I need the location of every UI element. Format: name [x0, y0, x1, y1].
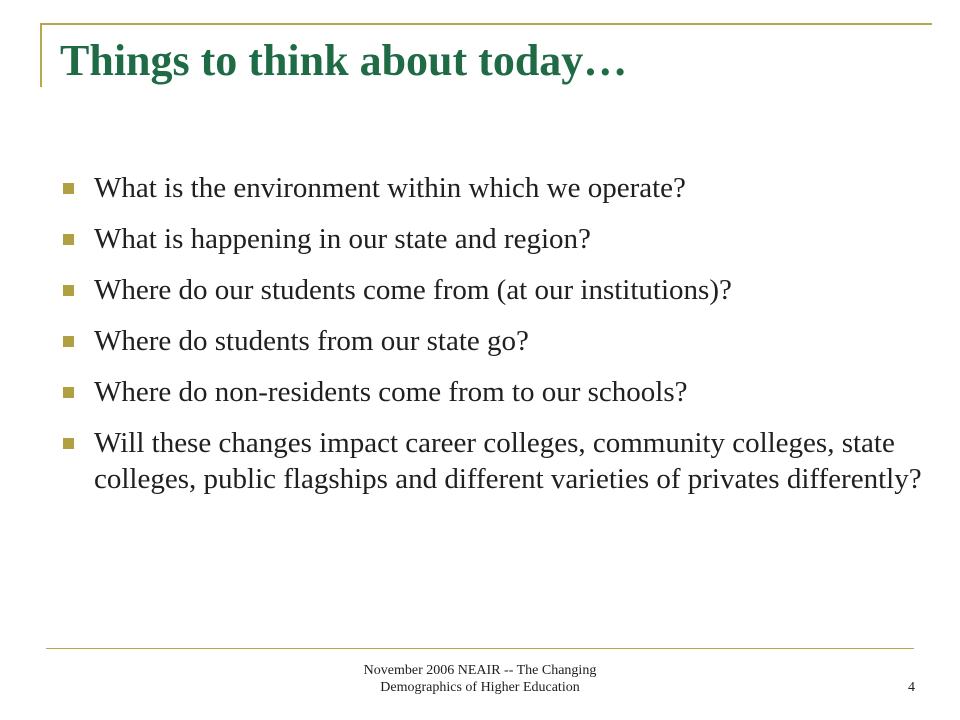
bullet-text: Will these changes impact career colleges, community colleges, state colleges, public flagships and different varieties of privates differently?: [94, 427, 922, 495]
bullet-item: [60, 374, 930, 410]
bullet-text: Where do our students come from (at our institutions)?: [94, 274, 732, 306]
bullet-item: [60, 272, 794, 308]
bullet-item: [60, 425, 930, 497]
bullet-item: [60, 323, 930, 359]
frame-top-rule: [40, 23, 932, 25]
footer-line-2: Demographics of Higher Education: [380, 680, 580, 695]
page-number: 4: [908, 680, 915, 695]
bullet-list: [60, 170, 930, 512]
bullet-text: What is the environment within which we operate?: [94, 172, 686, 204]
square-bullet-icon: [63, 438, 74, 449]
footer-line-1: November 2006 NEAIR -- The Changing: [363, 663, 597, 678]
slide-title: Things to think about today…: [60, 36, 628, 85]
bullet-item: [60, 221, 930, 257]
frame-left-rule: [40, 23, 42, 87]
footer-rule: [46, 648, 914, 649]
bullet-text: Where do students from our state go?: [94, 325, 529, 357]
bullet-text: What is happening in our state and region?: [94, 223, 591, 255]
square-bullet-icon: [63, 336, 74, 347]
square-bullet-icon: [63, 234, 74, 245]
bullet-text: Where do non-residents come from to our schools?: [94, 376, 688, 408]
square-bullet-icon: [63, 387, 74, 398]
square-bullet-icon: [63, 285, 74, 296]
footer-caption: [300, 662, 660, 696]
bullet-item: [60, 170, 930, 206]
square-bullet-icon: [63, 183, 74, 194]
